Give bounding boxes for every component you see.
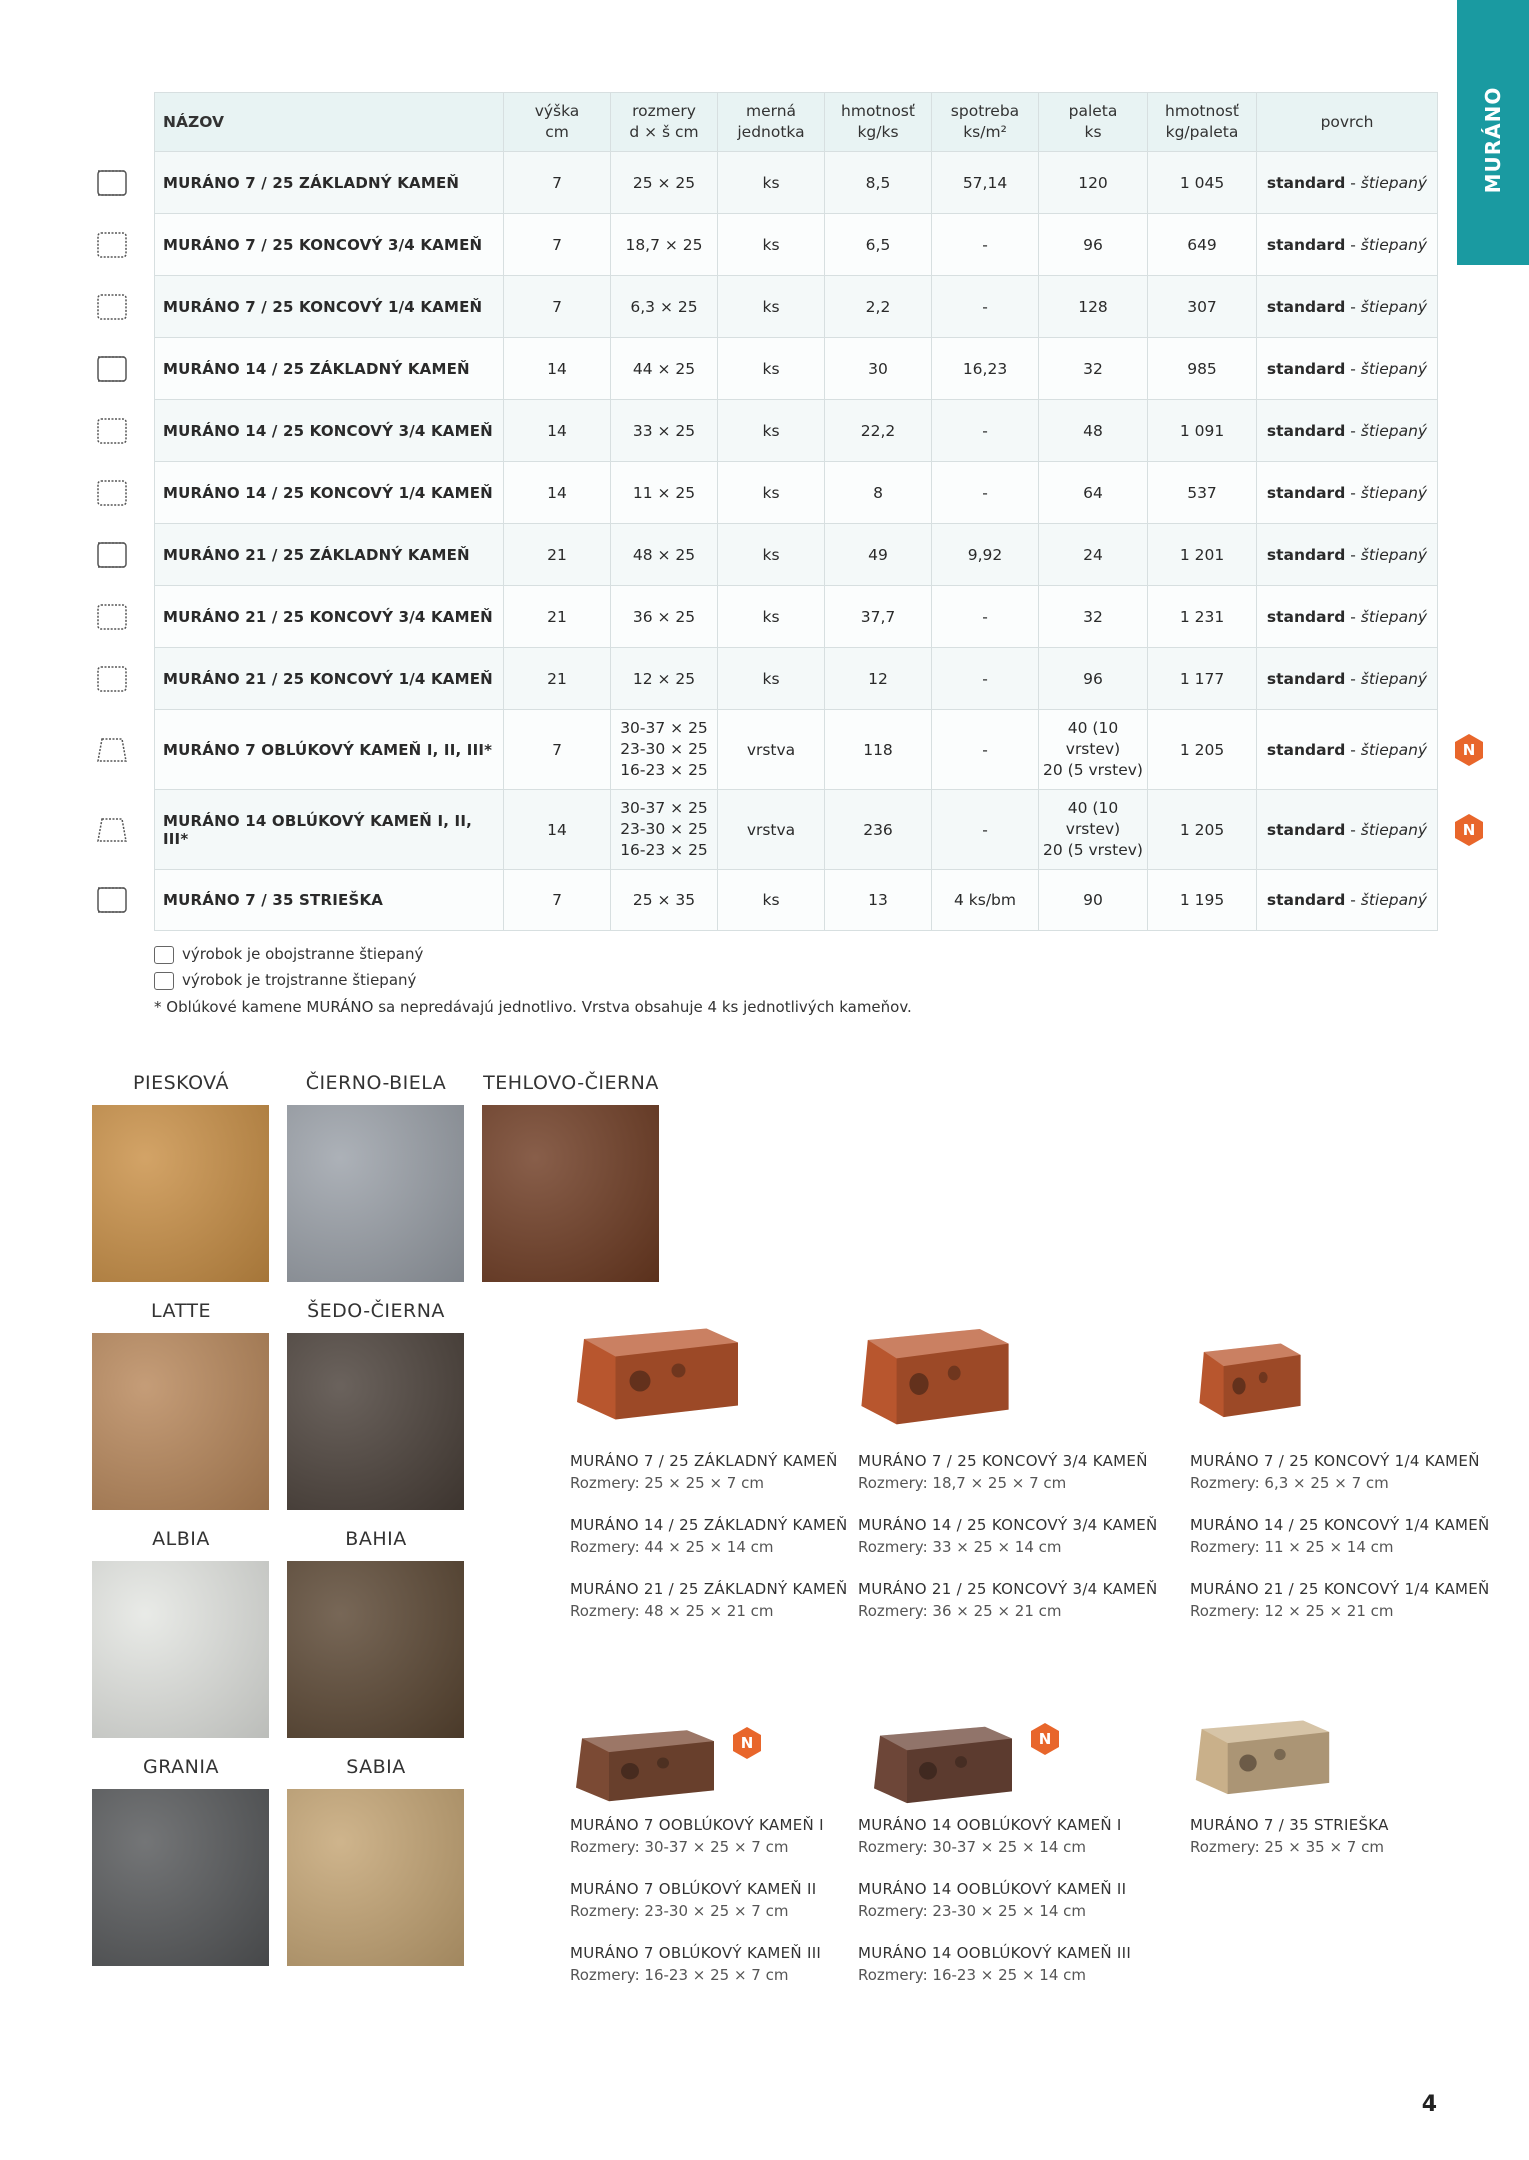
cell-dimensions: 25 × 35: [611, 870, 718, 931]
color-swatch: [287, 1561, 464, 1738]
table-row: [155, 338, 1438, 400]
cell-pallet: 128: [1039, 276, 1148, 338]
cell-consumption: 16,23: [932, 338, 1039, 400]
table-row: [155, 870, 1438, 931]
three-side-split-icon: [96, 292, 128, 322]
new-badge: [1452, 813, 1486, 847]
cell-weight-pallet: 1 205: [1148, 790, 1257, 870]
cell-weight-pallet: 985: [1148, 338, 1257, 400]
cell-unit: ks: [718, 400, 825, 462]
product-dimensions: Rozmery: 6,3 × 25 × 7 cm: [1190, 1474, 1389, 1492]
color-swatch: [92, 1789, 269, 1966]
cell-weight-pallet: 537: [1148, 462, 1257, 524]
two-side-split-legend-icon: [154, 946, 174, 964]
product-dimensions: Rozmery: 48 × 25 × 21 cm: [570, 1602, 774, 1620]
new-badge-label: N: [740, 1734, 754, 1752]
cell-consumption: 4 ks/bm: [932, 870, 1039, 931]
cell-surface: standard - štiepaný: [1257, 338, 1438, 400]
cell-height: 14: [504, 338, 611, 400]
new-badge: [730, 1726, 764, 1760]
arched-stone-icon: [96, 815, 128, 845]
cell-weight-pallet: 1 195: [1148, 870, 1257, 931]
table-row: [155, 152, 1438, 214]
table-row: [155, 214, 1438, 276]
cell-dimensions: 12 × 25: [611, 648, 718, 710]
product-caption-item: [1190, 1814, 1389, 1858]
cell-weight-pallet: 307: [1148, 276, 1257, 338]
cell-height: 14: [504, 400, 611, 462]
product-caption: [858, 1814, 1131, 2006]
color-swatch-label: SABIA: [346, 1756, 406, 1778]
section-side-tab-label: MURÁNO: [1481, 86, 1505, 194]
cell-weight-piece: 236: [825, 790, 932, 870]
product-name: MURÁNO 14 OOBLÚKOVÝ KAMEŇ II: [858, 1880, 1127, 1898]
cell-weight-piece: 8: [825, 462, 932, 524]
cell-unit: ks: [718, 524, 825, 586]
cell-surface: standard - štiepaný: [1257, 790, 1438, 870]
cell-dimensions: 30-37 × 25 23-30 × 25 16-23 × 25: [611, 710, 718, 790]
cell-pallet: 96: [1039, 214, 1148, 276]
product-image: [1195, 1335, 1305, 1420]
product-name: MURÁNO 7 OBLÚKOVÝ KAMEŇ II: [570, 1880, 817, 1898]
product-name: MURÁNO 21 / 25 KONCOVÝ 1/4 KAMEŇ: [1190, 1580, 1490, 1598]
product-caption-item: [570, 1942, 824, 1986]
cell-surface: standard - štiepaný: [1257, 214, 1438, 276]
product-name: MURÁNO 21 / 25 KONCOVÝ 3/4 KAMEŇ: [858, 1580, 1158, 1598]
product-name: MURÁNO 7 / 35 STRIEŠKA: [1190, 1816, 1389, 1834]
cell-unit: vrstva: [718, 790, 825, 870]
cell-surface: standard - štiepaný: [1257, 276, 1438, 338]
cell-surface: standard - štiepaný: [1257, 152, 1438, 214]
product-caption-item: [858, 1878, 1131, 1922]
product-name: MURÁNO 14 / 25 KONCOVÝ 1/4 KAMEŇ: [1190, 1516, 1490, 1534]
cell-height: 7: [504, 276, 611, 338]
legend-three-side: výrobok je trojstranne štiepaný: [154, 971, 416, 990]
cell-name: MURÁNO 7 OBLÚKOVÝ KAMEŇ I, II, III*: [155, 710, 504, 790]
cell-dimensions: 6,3 × 25: [611, 276, 718, 338]
product-caption-item: [858, 1814, 1131, 1858]
color-swatch: [287, 1105, 464, 1282]
three-side-split-icon: [96, 664, 128, 694]
cell-consumption: 9,92: [932, 524, 1039, 586]
new-badge-label: N: [1462, 820, 1476, 839]
product-dimensions: Rozmery: 16-23 × 25 × 7 cm: [570, 1966, 789, 1984]
cell-name: MURÁNO 14 / 25 KONCOVÝ 3/4 KAMEŇ: [155, 400, 504, 462]
cell-consumption: -: [932, 462, 1039, 524]
table-row: [155, 524, 1438, 586]
product-caption-item: [858, 1578, 1158, 1622]
header-weight-piece: hmotnosť kg/ks: [825, 93, 932, 152]
product-name: MURÁNO 14 OOBLÚKOVÝ KAMEŇ III: [858, 1944, 1132, 1962]
product-caption: [570, 1814, 824, 2006]
cell-weight-pallet: 1 091: [1148, 400, 1257, 462]
product-caption-item: [570, 1578, 848, 1622]
product-caption-item: [570, 1878, 824, 1922]
product-name: MURÁNO 14 OOBLÚKOVÝ KAMEŇ I: [858, 1816, 1122, 1834]
footnote: * Oblúkové kamene MURÁNO sa nepredávajú jednotlivo. Vrstva obsahuje 4 ks jednotlivých kameňov.: [154, 998, 912, 1016]
cell-weight-pallet: 1 231: [1148, 586, 1257, 648]
cell-surface: standard - štiepaný: [1257, 524, 1438, 586]
arched-stone-icon: [96, 735, 128, 765]
product-dimensions: Rozmery: 16-23 × 25 × 14 cm: [858, 1966, 1087, 1984]
cell-weight-piece: 8,5: [825, 152, 932, 214]
product-name: MURÁNO 7 OOBLÚKOVÝ KAMEŇ I: [570, 1816, 824, 1834]
product-name: MURÁNO 14 / 25 ZÁKLADNÝ KAMEŇ: [570, 1516, 848, 1534]
cell-consumption: -: [932, 276, 1039, 338]
cell-height: 7: [504, 710, 611, 790]
cell-consumption: -: [932, 710, 1039, 790]
cell-name: MURÁNO 21 / 25 KONCOVÝ 3/4 KAMEŇ: [155, 586, 504, 648]
two-side-split-icon: [96, 885, 128, 915]
product-dimensions: Rozmery: 18,7 × 25 × 7 cm: [858, 1474, 1067, 1492]
color-swatch-label: GRANIA: [143, 1756, 219, 1778]
header-dimensions: rozmery d × š cm: [611, 93, 718, 152]
cell-height: 21: [504, 524, 611, 586]
cell-name: MURÁNO 7 / 25 ZÁKLADNÝ KAMEŇ: [155, 152, 504, 214]
cell-height: 7: [504, 870, 611, 931]
product-caption: [1190, 1814, 1389, 1878]
new-badge: [1028, 1722, 1062, 1756]
header-surface: povrch: [1257, 93, 1438, 152]
cell-weight-piece: 13: [825, 870, 932, 931]
product-caption: [1190, 1450, 1490, 1642]
product-image: [570, 1318, 745, 1423]
product-dimensions: Rozmery: 25 × 25 × 7 cm: [570, 1474, 764, 1492]
color-swatch: [287, 1789, 464, 1966]
cell-unit: ks: [718, 338, 825, 400]
two-side-split-icon: [96, 168, 128, 198]
color-swatch: [287, 1333, 464, 1510]
cell-name: MURÁNO 21 / 25 ZÁKLADNÝ KAMEŇ: [155, 524, 504, 586]
cell-height: 21: [504, 586, 611, 648]
three-side-split-icon: [96, 602, 128, 632]
color-swatch-label: ČIERNO-BIELA: [305, 1072, 447, 1094]
new-badge-label: N: [1462, 740, 1476, 759]
product-dimensions: Rozmery: 30-37 × 25 × 14 cm: [858, 1838, 1087, 1856]
cell-surface: standard - štiepaný: [1257, 648, 1438, 710]
cell-consumption: -: [932, 648, 1039, 710]
product-image: [868, 1718, 1018, 1806]
legend-two-side: výrobok je obojstranne štiepaný: [154, 945, 423, 964]
product-dimensions: Rozmery: 36 × 25 × 21 cm: [858, 1602, 1062, 1620]
cell-name: MURÁNO 14 / 25 KONCOVÝ 1/4 KAMEŇ: [155, 462, 504, 524]
cell-dimensions: 30-37 × 25 23-30 × 25 16-23 × 25: [611, 790, 718, 870]
color-swatch-label: TEHLOVO-ČIERNA: [483, 1072, 659, 1094]
table-row: [155, 790, 1438, 870]
table-row: [155, 648, 1438, 710]
cell-dimensions: 33 × 25: [611, 400, 718, 462]
header-consumption: spotreba ks/m²: [932, 93, 1039, 152]
product-image: [570, 1722, 720, 1804]
cell-height: 7: [504, 214, 611, 276]
cell-pallet: 24: [1039, 524, 1148, 586]
cell-weight-piece: 22,2: [825, 400, 932, 462]
product-caption: [858, 1450, 1158, 1642]
color-swatch: [92, 1333, 269, 1510]
cell-pallet: 64: [1039, 462, 1148, 524]
cell-weight-pallet: 1 045: [1148, 152, 1257, 214]
cell-unit: ks: [718, 152, 825, 214]
cell-weight-pallet: 1 201: [1148, 524, 1257, 586]
product-spec-table: [154, 92, 1438, 931]
color-swatch: [482, 1105, 659, 1282]
page-number: 4: [1421, 2092, 1437, 2117]
cell-unit: vrstva: [718, 710, 825, 790]
cell-height: 14: [504, 462, 611, 524]
product-caption-item: [1190, 1514, 1490, 1558]
header-name: NÁZOV: [155, 93, 504, 152]
product-caption-item: [1190, 1450, 1490, 1494]
product-name: MURÁNO 7 / 25 KONCOVÝ 3/4 KAMEŇ: [858, 1452, 1148, 1470]
product-name: MURÁNO 7 / 25 KONCOVÝ 1/4 KAMEŇ: [1190, 1452, 1480, 1470]
cell-weight-piece: 37,7: [825, 586, 932, 648]
cell-unit: ks: [718, 276, 825, 338]
cell-pallet: 32: [1039, 586, 1148, 648]
cell-dimensions: 44 × 25: [611, 338, 718, 400]
product-caption-item: [858, 1942, 1131, 1986]
cell-consumption: -: [932, 214, 1039, 276]
three-side-split-legend-icon: [154, 972, 174, 990]
three-side-split-icon: [96, 478, 128, 508]
table-row: [155, 276, 1438, 338]
cell-surface: standard - štiepaný: [1257, 870, 1438, 931]
cell-consumption: -: [932, 790, 1039, 870]
three-side-split-icon: [96, 416, 128, 446]
cell-weight-piece: 12: [825, 648, 932, 710]
product-caption-item: [858, 1450, 1158, 1494]
cell-weight-piece: 118: [825, 710, 932, 790]
table-row: [155, 586, 1438, 648]
product-caption-item: [570, 1814, 824, 1858]
product-caption: [570, 1450, 848, 1642]
cell-unit: ks: [718, 870, 825, 931]
color-swatch: [92, 1561, 269, 1738]
color-swatch-label: LATTE: [151, 1300, 211, 1322]
table-row: [155, 400, 1438, 462]
product-name: MURÁNO 21 / 25 ZÁKLADNÝ KAMEŇ: [570, 1580, 848, 1598]
cell-unit: ks: [718, 462, 825, 524]
color-swatch: [92, 1105, 269, 1282]
cell-name: MURÁNO 7 / 25 KONCOVÝ 1/4 KAMEŇ: [155, 276, 504, 338]
cell-weight-piece: 30: [825, 338, 932, 400]
product-caption-item: [570, 1514, 848, 1558]
new-badge-label: N: [1038, 1730, 1052, 1748]
color-swatch-label: ALBIA: [152, 1528, 210, 1550]
two-side-split-icon: [96, 354, 128, 384]
cell-name: MURÁNO 21 / 25 KONCOVÝ 1/4 KAMEŇ: [155, 648, 504, 710]
cell-surface: standard - štiepaný: [1257, 586, 1438, 648]
product-dimensions: Rozmery: 44 × 25 × 14 cm: [570, 1538, 774, 1556]
cell-weight-pallet: 1 205: [1148, 710, 1257, 790]
cell-consumption: -: [932, 400, 1039, 462]
cell-dimensions: 25 × 25: [611, 152, 718, 214]
product-name: MURÁNO 14 / 25 KONCOVÝ 3/4 KAMEŇ: [858, 1516, 1158, 1534]
product-image: [855, 1318, 1015, 1428]
three-side-split-icon: [96, 230, 128, 260]
cell-height: 21: [504, 648, 611, 710]
cell-weight-piece: 2,2: [825, 276, 932, 338]
product-dimensions: Rozmery: 30-37 × 25 × 7 cm: [570, 1838, 789, 1856]
product-caption-item: [570, 1450, 848, 1494]
cell-weight-pallet: 649: [1148, 214, 1257, 276]
cell-unit: ks: [718, 648, 825, 710]
product-caption-item: [1190, 1578, 1490, 1622]
cell-consumption: 57,14: [932, 152, 1039, 214]
product-dimensions: Rozmery: 23-30 × 25 × 7 cm: [570, 1902, 789, 1920]
product-dimensions: Rozmery: 33 × 25 × 14 cm: [858, 1538, 1062, 1556]
cell-surface: standard - štiepaný: [1257, 710, 1438, 790]
cell-name: MURÁNO 14 OBLÚKOVÝ KAMEŇ I, II, III*: [155, 790, 504, 870]
cell-name: MURÁNO 14 / 25 ZÁKLADNÝ KAMEŇ: [155, 338, 504, 400]
color-swatch-label: PIESKOVÁ: [133, 1072, 229, 1094]
header-height: výška cm: [504, 93, 611, 152]
product-dimensions: Rozmery: 25 × 35 × 7 cm: [1190, 1838, 1384, 1856]
cell-weight-piece: 6,5: [825, 214, 932, 276]
cell-surface: standard - štiepaný: [1257, 462, 1438, 524]
cell-pallet: 32: [1039, 338, 1148, 400]
cell-pallet: 48: [1039, 400, 1148, 462]
cell-weight-pallet: 1 177: [1148, 648, 1257, 710]
header-pallet: paleta ks: [1039, 93, 1148, 152]
cell-unit: ks: [718, 214, 825, 276]
cell-consumption: -: [932, 586, 1039, 648]
product-dimensions: Rozmery: 23-30 × 25 × 14 cm: [858, 1902, 1087, 1920]
product-name: MURÁNO 7 OBLÚKOVÝ KAMEŇ III: [570, 1944, 822, 1962]
header-unit: merná jednotka: [718, 93, 825, 152]
new-badge: [1452, 733, 1486, 767]
header-weight-pallet: hmotnosť kg/paleta: [1148, 93, 1257, 152]
section-side-tab: [1457, 0, 1529, 265]
cell-dimensions: 11 × 25: [611, 462, 718, 524]
product-dimensions: Rozmery: 11 × 25 × 14 cm: [1190, 1538, 1394, 1556]
cell-pallet: 90: [1039, 870, 1148, 931]
product-dimensions: Rozmery: 12 × 25 × 21 cm: [1190, 1602, 1394, 1620]
cell-pallet: 40 (10 vrstev) 20 (5 vrstev): [1039, 790, 1148, 870]
cell-dimensions: 18,7 × 25: [611, 214, 718, 276]
cell-weight-piece: 49: [825, 524, 932, 586]
two-side-split-icon: [96, 540, 128, 570]
cell-height: 7: [504, 152, 611, 214]
cell-unit: ks: [718, 586, 825, 648]
table-header-row: [155, 93, 1438, 152]
cell-name: MURÁNO 7 / 25 KONCOVÝ 3/4 KAMEŇ: [155, 214, 504, 276]
cell-name: MURÁNO 7 / 35 STRIEŠKA: [155, 870, 504, 931]
cell-pallet: 96: [1039, 648, 1148, 710]
product-caption-item: [858, 1514, 1158, 1558]
cell-pallet: 120: [1039, 152, 1148, 214]
product-name: MURÁNO 7 / 25 ZÁKLADNÝ KAMEŇ: [570, 1452, 838, 1470]
color-swatch-label: ŠEDO-ČIERNA: [307, 1300, 445, 1322]
cell-dimensions: 36 × 25: [611, 586, 718, 648]
table-row: [155, 710, 1438, 790]
color-swatch-label: BAHIA: [345, 1528, 407, 1550]
table-row: [155, 462, 1438, 524]
cell-surface: standard - štiepaný: [1257, 400, 1438, 462]
product-image: [1190, 1712, 1335, 1797]
cell-pallet: 40 (10 vrstev) 20 (5 vrstev): [1039, 710, 1148, 790]
cell-dimensions: 48 × 25: [611, 524, 718, 586]
cell-height: 14: [504, 790, 611, 870]
